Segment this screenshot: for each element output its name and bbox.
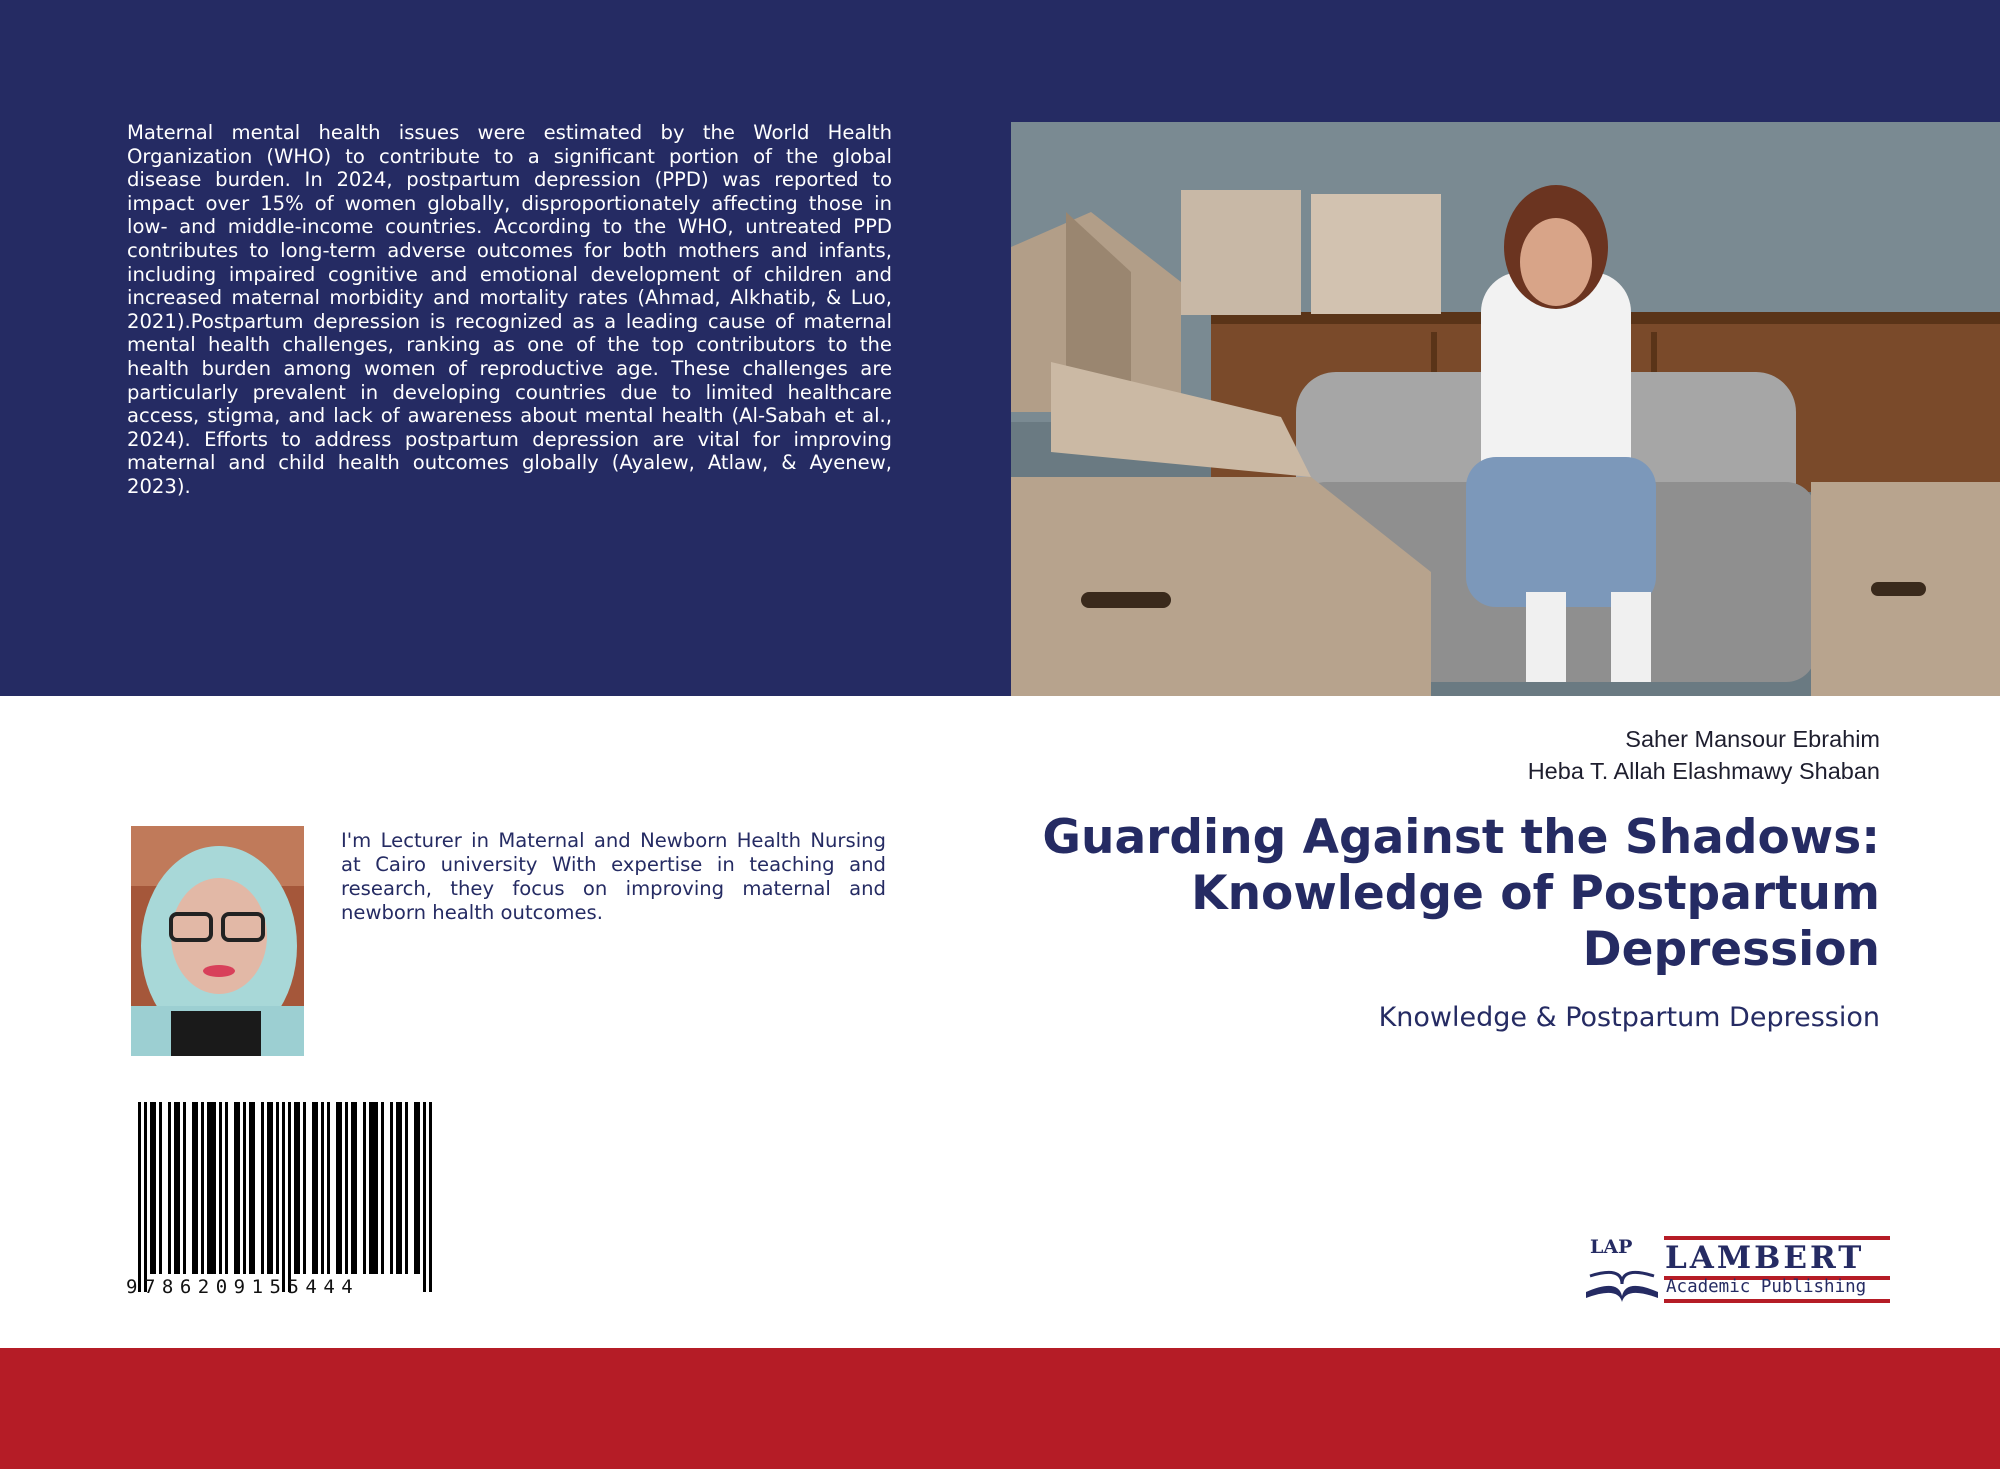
author-portrait	[131, 826, 304, 1056]
publisher-mark: LAP	[1590, 1236, 1633, 1258]
publisher-tagline: Academic Publishing	[1666, 1277, 1867, 1297]
isbn-barcode	[126, 1102, 460, 1298]
author-bio: I'm Lecturer in Maternal and Newborn Health Nursing at Cairo university With expertise in teaching and research, they focus on improving maternal and newborn health outcomes.	[341, 829, 886, 924]
author-photo	[131, 826, 304, 1056]
author-name-2: Heba T. Allah Elashmawy Shaban	[1527, 758, 1880, 784]
barcode-bars	[126, 1102, 460, 1298]
book-title: Guarding Against the Shadows: Knowledge of Postpartum Depression	[1042, 810, 1880, 977]
author-names	[1528, 723, 1880, 787]
publisher-name: LAMBERT	[1665, 1240, 1865, 1276]
bottom-red-band	[0, 1348, 2000, 1469]
isbn-digits: 9786209155444	[126, 1276, 360, 1298]
book-subtitle: Knowledge & Postpartum Depression	[1378, 1002, 1880, 1033]
cover-photo-illustration	[1011, 122, 2000, 696]
cover-photo-woman-with-boxes	[1011, 122, 2000, 696]
back-cover-blurb: Maternal mental health issues were estimated by the World Health Organization (WHO) to contribute to a significant portion of the global disease burden. In 2024, postpartum depression (PPD) was reported to impact over 15% of women globally, disproportionately affecting those in low- and middle-income countries. According to the WHO, untreated PPD contributes to long-term adverse outcomes for both mothers and infants, including impaired cognitive and emotional development of children and increased maternal morbidity and mortality rates (Ahmad, Alkhatib, & Luo, 2021).Postpartum depression is recognized as a leading cause of maternal mental health challenges, ranking as one of the top contributors to the health burden among women of reproductive age. These challenges are particularly prevalent in developing countries due to limited healthcare access, stigma, and lack of awareness about mental health (Al-Sabah et al., 2024). Efforts to address postpartum depression are vital for improving maternal and child health outcomes globally (Ayalew, Atlaw, & Ayenew, 2023).	[127, 121, 892, 498]
author-name-1: Saher Mansour Ebrahim	[1625, 726, 1880, 752]
